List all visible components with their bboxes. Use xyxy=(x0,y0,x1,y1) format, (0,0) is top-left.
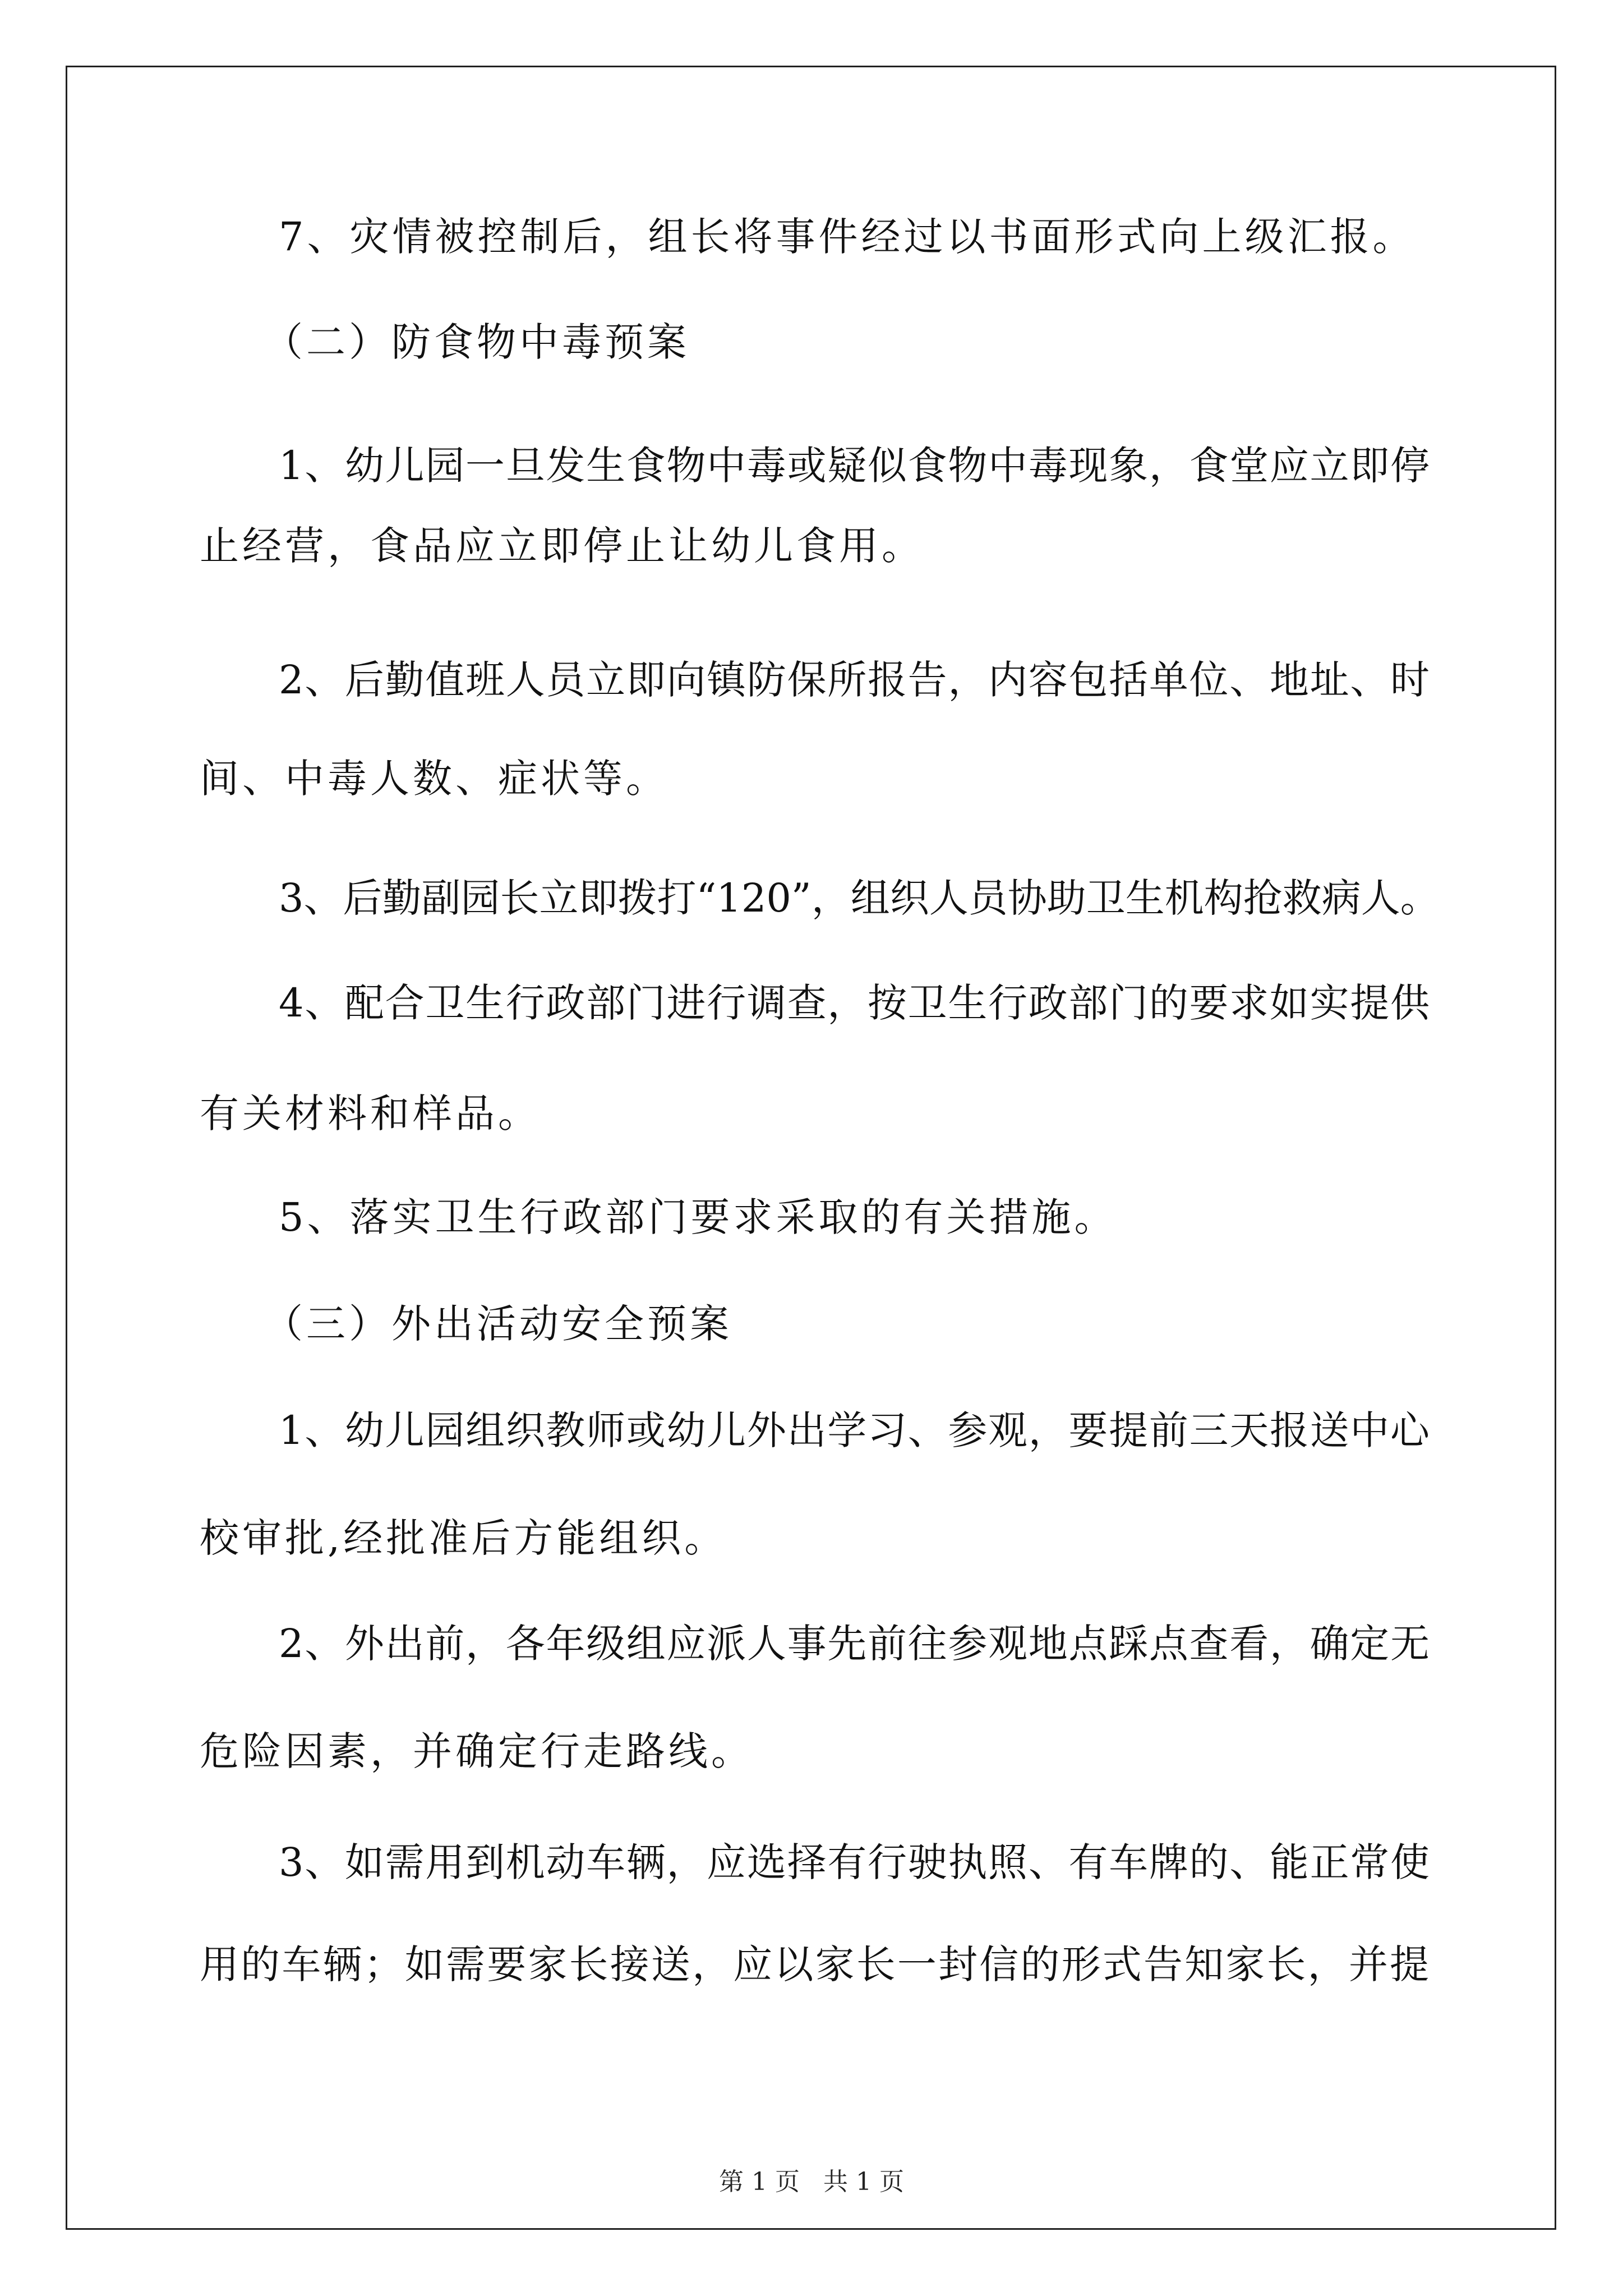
paragraph-line: 2、外出前，各年级组应派人事先前往参观地点踩点查看，确定无 xyxy=(279,1621,1430,1667)
page-border xyxy=(66,66,1556,2230)
page-number-footer: 第 1 页 共 1 页 xyxy=(719,2168,904,2196)
paragraph-line: 2、后勤值班人员立即向镇防保所报告，内容包括单位、地址、时 xyxy=(279,657,1430,703)
paragraph-line: 间、中毒人数、症状等。 xyxy=(200,756,668,802)
paragraph-line: 用的车辆；如需要家长接送，应以家长一封信的形式告知家长，并提 xyxy=(200,1941,1429,1987)
paragraph-line: 3、如需用到机动车辆，应选择有行驶执照、有车牌的、能正常使 xyxy=(279,1839,1430,1885)
paragraph-line: 校审批,经批准后方能组织。 xyxy=(200,1515,727,1561)
paragraph-line: 有关材料和样品。 xyxy=(200,1091,541,1137)
paragraph-line: 7、灾情被控制后，组长将事件经过以书面形式向上级汇报。 xyxy=(279,214,1415,260)
paragraph-line: 1、幼儿园组织教师或幼儿外出学习、参观，要提前三天报送中心 xyxy=(279,1407,1430,1453)
paragraph-line: 4、配合卫生行政部门进行调查，按卫生行政部门的要求如实提供 xyxy=(279,980,1430,1026)
paragraph-line: 危险因素，并确定行走路线。 xyxy=(200,1728,754,1774)
paragraph-line: 3、后勤副园长立即拨打“120”，组织人员协助卫生机构抢救病人。 xyxy=(279,875,1440,921)
section-heading: （三）外出活动安全预案 xyxy=(264,1301,732,1347)
paragraph-line: 5、落实卫生行政部门要求采取的有关措施。 xyxy=(279,1194,1117,1240)
paragraph-line: 1、幼儿园一旦发生食物中毒或疑似食物中毒现象，食堂应立即停 xyxy=(279,443,1430,489)
section-heading: （二）防食物中毒预案 xyxy=(264,319,690,365)
paragraph-line: 止经营，食品应立即停止让幼儿食用。 xyxy=(200,523,924,569)
